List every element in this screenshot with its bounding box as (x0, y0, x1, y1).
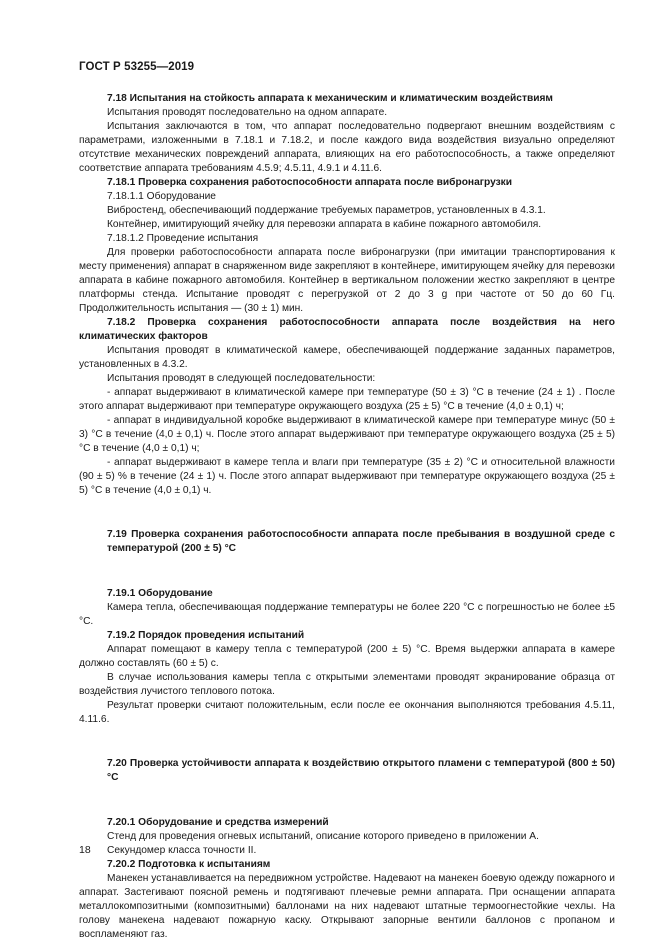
section-heading: 7.19 Проверка сохранения работоспособности аппарата после пребывания в воздушной среде с температурой (200 ± 5) °С (107, 529, 615, 555)
body-paragraph: Стенд для проведения огневых испытаний, описание которого приведено в приложении А. (107, 830, 539, 842)
section-gap (79, 795, 615, 805)
body-paragraph: Манекен устанавливается на передвижном устройстве. Надевают на манекен боевую одежду пожарного и аппарат. Застегивают поясной ремень и подтягивают плечевые ремни аппарата. При оснащении аппарата металлокомпозитными (композитными) баллонами на них надевают штатные термоогнестойкие чехлы. На голову манекена надевают пожарную каску. Открывают запорные вентили баллонов с пропаном и воспламеняют газ. (79, 872, 615, 940)
section-heading: 7.20 Проверка устойчивости аппарата к воздействию открытого пламени с температурой (800 ± 50) °С (107, 758, 615, 784)
body-paragraph: Контейнер, имитирующий ячейку для перевозки аппарата в кабине пожарного автомобиля. (107, 219, 542, 230)
document-body (79, 92, 615, 942)
section-gap (79, 737, 615, 747)
subsection-heading: 7.18.1 Проверка сохранения работоспособности аппарата после вибронагрузки (107, 177, 513, 188)
section-gap (79, 508, 615, 518)
section-gap (79, 567, 615, 577)
body-paragraph: Для проверки работоспособности аппарата после вибронагрузки (при имитации транспортирования к месту применения) аппарат в снаряженном виде закрепляют в контейнере, имитирующем ячейку для перевозки аппарата в кабине пожарного автомобиля. Контейнер в вертикальном положении жестко закрепляют в центре платформы стенда. Испытание проводят с перегрузкой от 2 до 3 g при частоте от 50 до 60 Гц. Продолжительность испытания — (30 ± 1) мин. (79, 247, 616, 314)
body-paragraph: Вибростенд, обеспечивающий поддержание требуемых параметров, установленных в 4.3.1. (107, 205, 546, 216)
body-paragraph: Испытания проводят в климатической камере, обеспечивающей поддержание заданных параметров, установленных в 4.3.2. (79, 345, 615, 370)
body-paragraph: Камера тепла, обеспечивающая поддержание температуры не более 220 °С с погрешностью не более ±5 °С. (79, 601, 615, 627)
subsection-heading: 7.18.2 Проверка сохранения работоспособности аппарата после воздействия на него климатических факторов (79, 317, 615, 342)
body-paragraph: Испытания проводят последовательно на одном аппарате. (107, 107, 388, 118)
body-paragraph: Секундомер класса точности II. (107, 844, 257, 856)
body-paragraph: 7.18.1.2 Проведение испытания (107, 233, 259, 244)
subsection-heading: 7.20.1 Оборудование и средства измерений (107, 816, 329, 828)
section-heading: 7.18 Испытания на стойкость аппарата к механическим и климатическим воздействиям (107, 93, 553, 104)
body-paragraph: Аппарат помещают в камеру тепла с температурой (200 ± 5) °С. Время выдержки аппарата в камере должно составлять (60 ± 5) с. (79, 643, 615, 669)
standard-header: ГОСТ Р 53255—2019 (79, 61, 195, 73)
subsection-heading: 7.19.1 Оборудование (107, 587, 213, 599)
body-paragraph: Результат проверки считают положительным, если после ее окончания выполняются требования 4.5.11, 4.11.6. (79, 699, 615, 725)
body-paragraph: 7.18.1.1 Оборудование (107, 191, 216, 202)
body-paragraph: Испытания заключаются в том, что аппарат последовательно подвергают внешним воздействиям с параметрами, изложенными в 7.18.1 и 7.18.2, и после каждого вида воздействия визуально определяют отсутствие механических повреждений аппарата, влияющих на его работоспособность, а также определяют соответствие аппарата требованиям 4.5.9; 4.5.11, 4.9.1 и 4.11.6. (79, 121, 615, 174)
body-paragraph: В случае использования камеры тепла с открытыми элементами проводят экранирование образца от воздействия лучистого теплового потока. (79, 671, 615, 697)
body-paragraph: - аппарат выдерживают в климатической камере при температуре (50 ± 3) °С в течение (24 ± 1) . После этого аппарат выдерживают при температуре окружающего воздуха (25 ± 5) °С в течение (4,0 ± 0,1) ч; (79, 387, 615, 412)
body-paragraph: - аппарат в индивидуальной коробке выдерживают в климатической камере при температуре минус (50 ± 3) °С в течение (4,0 ± 0,1) ч. После этого аппарат выдерживают при температуре окружающего воздуха (25 ± 5) °С в течение (4,0 ± 0,1) ч; (79, 415, 615, 454)
subsection-heading: 7.20.2 Подготовка к испытаниям (107, 858, 271, 870)
subsection-heading: 7.19.2 Порядок проведения испытаний (107, 629, 305, 641)
page-number: 18 (79, 844, 91, 856)
body-paragraph: Испытания проводят в следующей последовательности: (107, 373, 376, 384)
body-paragraph: - аппарат выдерживают в камере тепла и влаги при температуре (35 ± 2) °С и относительной влажности (90 ± 5) % в течение (24 ± 1) ч. После этого аппарат выдерживают при температуре окружающего воздуха (25 ± 5) °С в течение (4,0 ± 0,1) ч. (79, 457, 615, 496)
